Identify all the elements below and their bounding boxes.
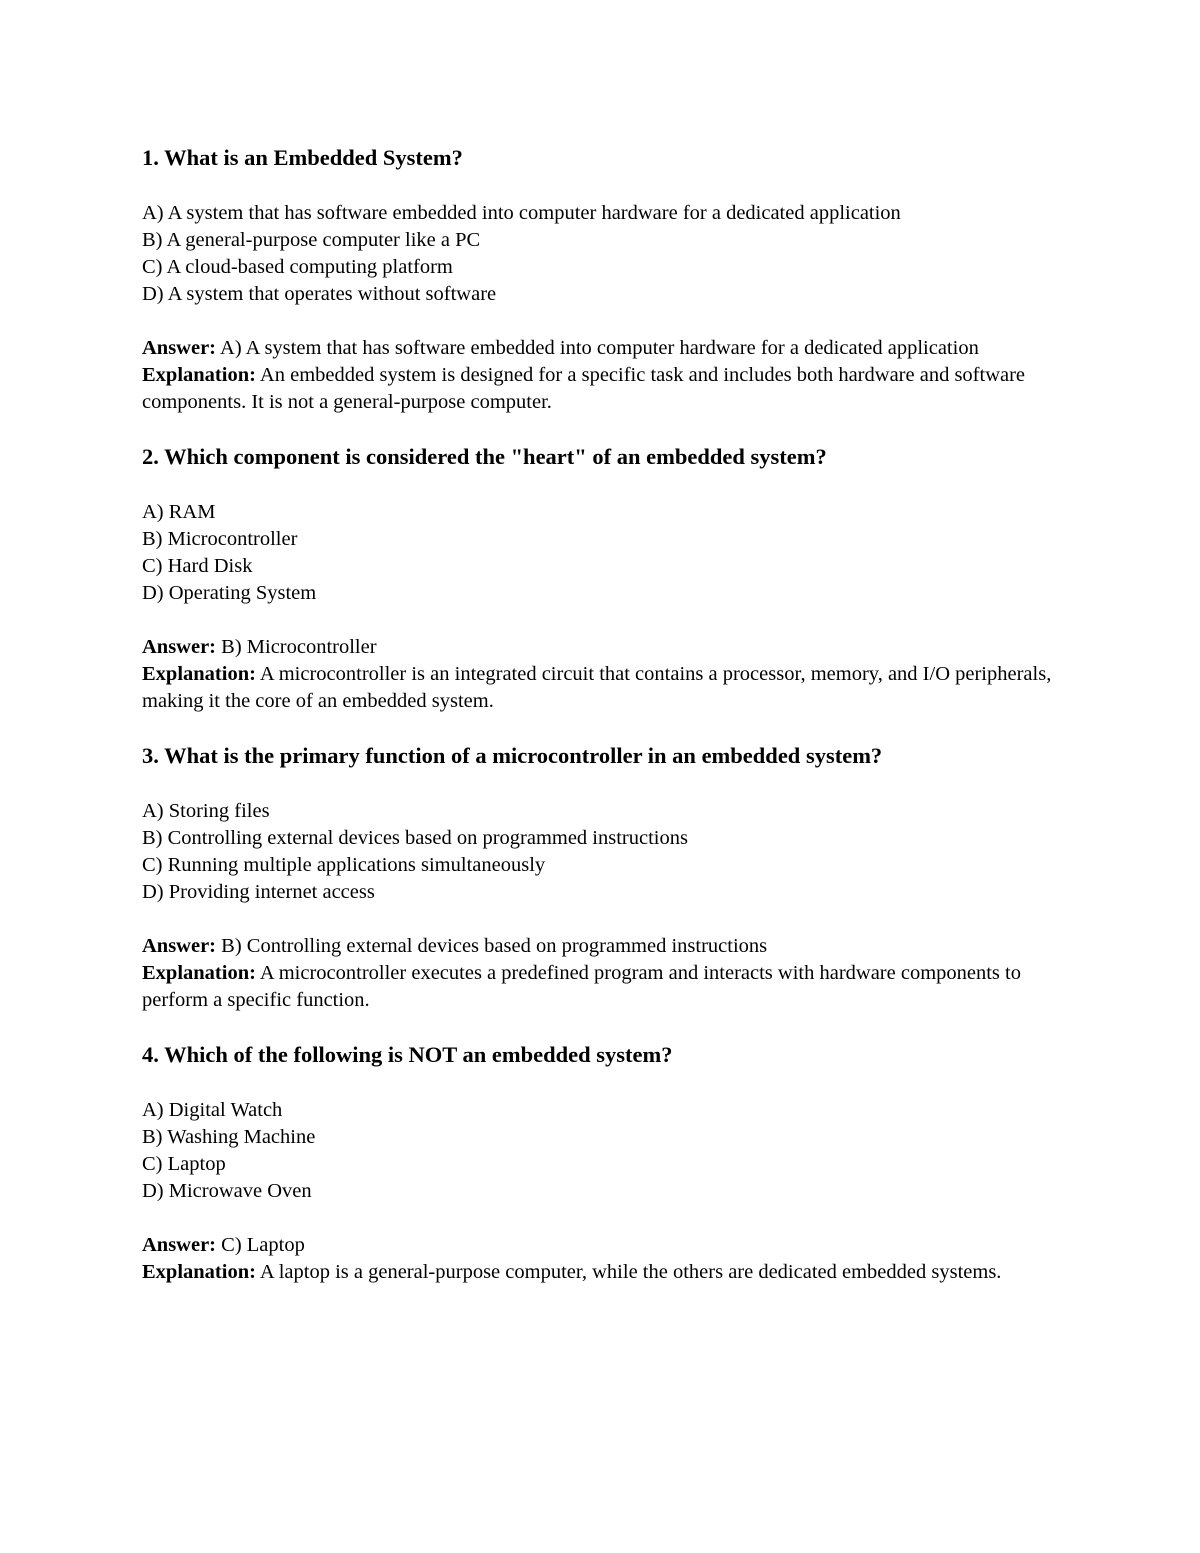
option-a: A) A system that has software embedded into computer hardware for a dedicated application: [142, 202, 901, 224]
answer-label: Answer:: [142, 1234, 217, 1256]
explanation-line: [142, 960, 1062, 1014]
options-list: [142, 499, 1062, 607]
question-title: 2. Which component is considered the "heart" of an embedded system?: [142, 444, 827, 469]
option-a: A) Storing files: [142, 800, 270, 822]
option-c: C) A cloud-based computing platform: [142, 256, 453, 278]
explanation-line: [142, 362, 1062, 416]
answer-line: [142, 1232, 1062, 1259]
option-b: B) Washing Machine: [142, 1126, 316, 1148]
explanation-text: An embedded system is designed for a specific task and includes both hardware and software components. It is not a general-purpose computer.: [142, 364, 1026, 413]
explanation-label: Explanation:: [142, 962, 256, 984]
question-title: 3. What is the primary function of a microcontroller in an embedded system?: [142, 743, 883, 768]
option-d: D) A system that operates without software: [142, 283, 497, 305]
options-list: [142, 200, 1062, 308]
explanation-text: A microcontroller executes a predefined program and interacts with hardware components to perform a specific function.: [142, 962, 1021, 1011]
answer-line: [142, 933, 1062, 960]
explanation-line: [142, 1259, 1062, 1286]
question-block: [142, 143, 1062, 416]
answer-label: Answer:: [142, 337, 217, 359]
answer-label: Answer:: [142, 935, 217, 957]
answer-text: C) Laptop: [221, 1234, 305, 1256]
answer-section: [142, 634, 1062, 715]
option-d: D) Providing internet access: [142, 881, 375, 903]
answer-text: B) Controlling external devices based on programmed instructions: [221, 935, 768, 957]
answer-line: [142, 335, 1062, 362]
option-a: A) Digital Watch: [142, 1099, 283, 1121]
answer-text: A) A system that has software embedded into computer hardware for a dedicated application: [220, 337, 979, 359]
explanation-text: A laptop is a general-purpose computer, while the others are dedicated embedded systems.: [259, 1261, 1002, 1283]
option-d: D) Microwave Oven: [142, 1180, 312, 1202]
options-list: [142, 798, 1062, 906]
option-a: A) RAM: [142, 501, 216, 523]
question-title: 4. Which of the following is NOT an embedded system?: [142, 1042, 673, 1067]
option-c: C) Laptop: [142, 1153, 226, 1175]
option-c: C) Running multiple applications simultaneously: [142, 854, 546, 876]
question-block: [142, 1040, 1062, 1286]
answer-line: [142, 634, 1062, 661]
option-b: B) A general-purpose computer like a PC: [142, 229, 481, 251]
option-b: B) Microcontroller: [142, 528, 298, 550]
option-b: B) Controlling external devices based on programmed instructions: [142, 827, 688, 849]
answer-text: B) Microcontroller: [221, 636, 377, 658]
document-page: [142, 143, 1062, 1286]
question-block: [142, 442, 1062, 715]
explanation-label: Explanation:: [142, 1261, 256, 1283]
answer-section: [142, 335, 1062, 416]
answer-section: [142, 933, 1062, 1014]
explanation-line: [142, 661, 1062, 715]
option-c: C) Hard Disk: [142, 555, 253, 577]
answer-section: [142, 1232, 1062, 1286]
options-list: [142, 1097, 1062, 1205]
question-block: [142, 741, 1062, 1014]
explanation-text: A microcontroller is an integrated circuit that contains a processor, memory, and I/O peripherals, making it the core of an embedded system.: [142, 663, 1052, 712]
explanation-label: Explanation:: [142, 663, 256, 685]
answer-label: Answer:: [142, 636, 217, 658]
question-title: 1. What is an Embedded System?: [142, 145, 463, 170]
explanation-label: Explanation:: [142, 364, 256, 386]
option-d: D) Operating System: [142, 582, 317, 604]
